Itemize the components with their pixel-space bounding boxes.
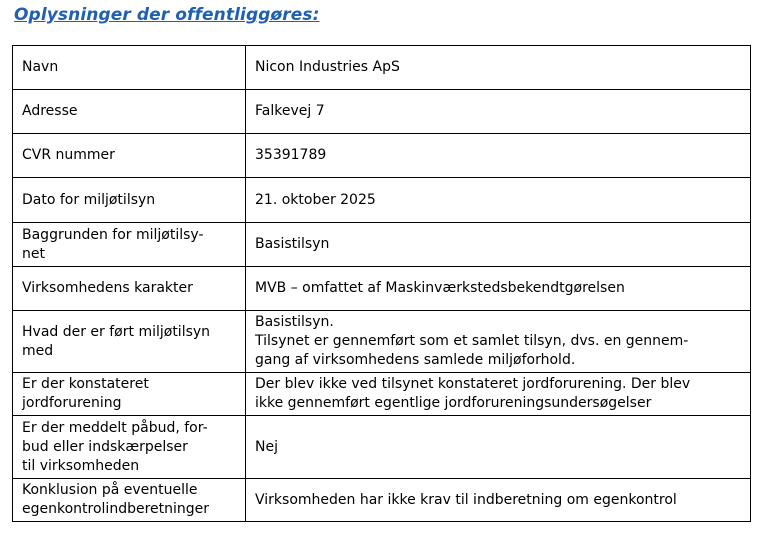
- table-row: [13, 134, 751, 178]
- page-heading: Oplysninger der offentliggøres:: [14, 5, 320, 25]
- row-value-address: Falkevej 7: [246, 90, 751, 134]
- info-table: [12, 45, 751, 522]
- table-row: [13, 178, 751, 223]
- row-value-conclusion: Virksomheden har ikke krav til indberetning om egenkontrol: [246, 479, 751, 522]
- row-value-cvr: 35391789: [246, 134, 751, 178]
- row-value-soil-pollution: Der blev ikke ved tilsynet konstateret jordforurening. Der blev ikke gennemført egentlige jordforureningsundersøgelser: [246, 373, 751, 416]
- table-row: [13, 311, 751, 373]
- row-value-inspection-scope: Basistilsyn. Tilsynet er gennemført som et samlet tilsyn, dvs. en gennem- gang af virksomhedens samlede miljøforhold.: [246, 311, 751, 373]
- table-row: [13, 223, 751, 267]
- table-row: [13, 46, 751, 90]
- row-label-background: Baggrunden for miljøtilsy- net: [13, 223, 246, 267]
- table-row: [13, 373, 751, 416]
- row-label-address: Adresse: [13, 90, 246, 134]
- row-value-character: MVB – omfattet af Maskinværkstedsbekendtgørelsen: [246, 267, 751, 311]
- row-value-name: Nicon Industries ApS: [246, 46, 751, 90]
- row-value-date: 21. oktober 2025: [246, 178, 751, 223]
- row-label-orders: Er der meddelt påbud, for- bud eller indskærpelser til virksomheden: [13, 416, 246, 479]
- row-value-orders: Nej: [246, 416, 751, 479]
- row-label-cvr: CVR nummer: [13, 134, 246, 178]
- row-value-background: Basistilsyn: [246, 223, 751, 267]
- table-row: [13, 267, 751, 311]
- row-label-date: Dato for miljøtilsyn: [13, 178, 246, 223]
- row-label-inspection-scope: Hvad der er ført miljøtilsyn med: [13, 311, 246, 373]
- row-label-soil-pollution: Er der konstateret jordforurening: [13, 373, 246, 416]
- row-label-name: Navn: [13, 46, 246, 90]
- row-label-conclusion: Konklusion på eventuelle egenkontrolindberetninger: [13, 479, 246, 522]
- row-label-character: Virksomhedens karakter: [13, 267, 246, 311]
- table-row: [13, 479, 751, 522]
- table-row: [13, 416, 751, 479]
- table-row: [13, 90, 751, 134]
